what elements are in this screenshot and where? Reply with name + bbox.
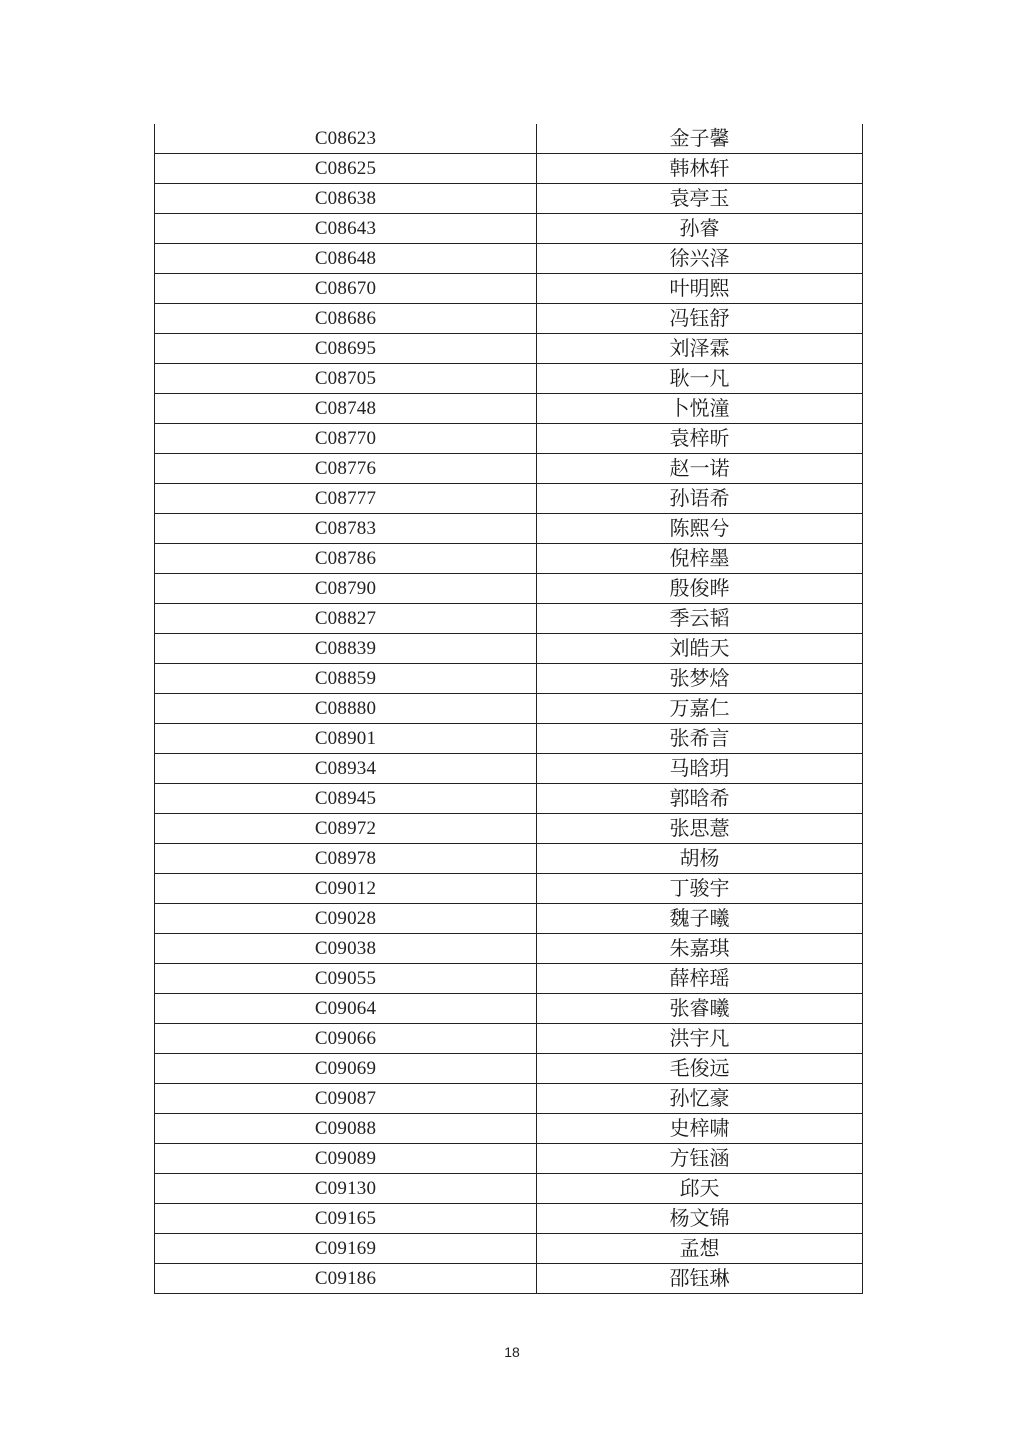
student-id-cell: C08686 xyxy=(155,304,537,334)
table-row xyxy=(155,1114,863,1144)
student-name-cell: 邵钰琳 xyxy=(537,1264,863,1294)
student-name-cell: 张睿曦 xyxy=(537,994,863,1024)
table-row xyxy=(155,964,863,994)
student-id-cell: C09012 xyxy=(155,874,537,904)
student-name-cell: 孙睿 xyxy=(537,214,863,244)
student-id-cell: C08695 xyxy=(155,334,537,364)
student-id-cell: C08623 xyxy=(155,124,537,154)
student-name-cell: 叶明熙 xyxy=(537,274,863,304)
student-name-cell: 张梦焓 xyxy=(537,664,863,694)
student-id-cell: C09165 xyxy=(155,1204,537,1234)
student-name-cell: 袁亭玉 xyxy=(537,184,863,214)
student-name-cell: 孟想 xyxy=(537,1234,863,1264)
table-row xyxy=(155,394,863,424)
student-name-cell: 陈熙兮 xyxy=(537,514,863,544)
student-id-cell: C08748 xyxy=(155,394,537,424)
student-name-cell: 刘皓天 xyxy=(537,634,863,664)
student-name-cell: 殷俊晔 xyxy=(537,574,863,604)
table-row xyxy=(155,1054,863,1084)
table-row xyxy=(155,724,863,754)
student-name-cell: 孙语希 xyxy=(537,484,863,514)
student-name-cell: 金子馨 xyxy=(537,124,863,154)
student-name-cell: 丁骏宇 xyxy=(537,874,863,904)
student-id-cell: C09130 xyxy=(155,1174,537,1204)
student-name-cell: 方钰涵 xyxy=(537,1144,863,1174)
student-id-cell: C09066 xyxy=(155,1024,537,1054)
table-row xyxy=(155,874,863,904)
student-name-cell: 张思薏 xyxy=(537,814,863,844)
student-id-cell: C08901 xyxy=(155,724,537,754)
table-row xyxy=(155,1234,863,1264)
student-id-cell: C08783 xyxy=(155,514,537,544)
table-row xyxy=(155,754,863,784)
table-row xyxy=(155,484,863,514)
student-name-cell: 洪宇凡 xyxy=(537,1024,863,1054)
table-row xyxy=(155,844,863,874)
student-name-cell: 徐兴泽 xyxy=(537,244,863,274)
table-row xyxy=(155,1174,863,1204)
student-name-cell: 毛俊远 xyxy=(537,1054,863,1084)
table-row xyxy=(155,1084,863,1114)
table-row xyxy=(155,694,863,724)
student-id-cell: C09169 xyxy=(155,1234,537,1264)
table-row xyxy=(155,1144,863,1174)
student-id-cell: C08880 xyxy=(155,694,537,724)
student-id-cell: C08945 xyxy=(155,784,537,814)
table-row xyxy=(155,664,863,694)
student-name-cell: 袁梓昕 xyxy=(537,424,863,454)
student-name-cell: 朱嘉琪 xyxy=(537,934,863,964)
student-id-cell: C08972 xyxy=(155,814,537,844)
table-row xyxy=(155,214,863,244)
table-row xyxy=(155,934,863,964)
table-row xyxy=(155,814,863,844)
table-row xyxy=(155,244,863,274)
student-name-cell: 卜悦潼 xyxy=(537,394,863,424)
student-name-cell: 史梓啸 xyxy=(537,1114,863,1144)
student-id-cell: C09088 xyxy=(155,1114,537,1144)
student-id-cell: C09064 xyxy=(155,994,537,1024)
table-row xyxy=(155,514,863,544)
table-row xyxy=(155,454,863,484)
student-id-cell: C08670 xyxy=(155,274,537,304)
student-id-cell: C08827 xyxy=(155,604,537,634)
table-row xyxy=(155,424,863,454)
table-row xyxy=(155,544,863,574)
student-name-cell: 马晗玥 xyxy=(537,754,863,784)
table-row xyxy=(155,574,863,604)
student-id-cell: C08786 xyxy=(155,544,537,574)
student-id-cell: C08638 xyxy=(155,184,537,214)
student-id-cell: C08859 xyxy=(155,664,537,694)
student-name-cell: 倪梓墨 xyxy=(537,544,863,574)
student-id-cell: C09055 xyxy=(155,964,537,994)
student-id-cell: C09089 xyxy=(155,1144,537,1174)
student-name-cell: 胡杨 xyxy=(537,844,863,874)
roster-table-body xyxy=(155,124,863,1294)
student-id-cell: C08776 xyxy=(155,454,537,484)
student-name-cell: 张希言 xyxy=(537,724,863,754)
student-id-cell: C08625 xyxy=(155,154,537,184)
table-row xyxy=(155,1204,863,1234)
table-row xyxy=(155,604,863,634)
student-name-cell: 孙忆豪 xyxy=(537,1084,863,1114)
table-row xyxy=(155,334,863,364)
table-row xyxy=(155,1024,863,1054)
table-row xyxy=(155,994,863,1024)
table-row xyxy=(155,184,863,214)
student-name-cell: 邱天 xyxy=(537,1174,863,1204)
student-id-cell: C08643 xyxy=(155,214,537,244)
page-number: 18 xyxy=(504,1344,520,1360)
table-row xyxy=(155,904,863,934)
student-id-cell: C08790 xyxy=(155,574,537,604)
table-row xyxy=(155,124,863,154)
student-name-cell: 冯钰舒 xyxy=(537,304,863,334)
student-name-cell: 季云韬 xyxy=(537,604,863,634)
student-id-cell: C08934 xyxy=(155,754,537,784)
table-row xyxy=(155,274,863,304)
roster-table xyxy=(154,124,863,1294)
student-id-cell: C08770 xyxy=(155,424,537,454)
table-row xyxy=(155,634,863,664)
student-name-cell: 万嘉仁 xyxy=(537,694,863,724)
roster-table-container xyxy=(154,124,862,1294)
student-id-cell: C08705 xyxy=(155,364,537,394)
student-id-cell: C08839 xyxy=(155,634,537,664)
table-row xyxy=(155,154,863,184)
table-row xyxy=(155,784,863,814)
student-id-cell: C09028 xyxy=(155,904,537,934)
student-id-cell: C09087 xyxy=(155,1084,537,1114)
student-id-cell: C08777 xyxy=(155,484,537,514)
student-name-cell: 魏子曦 xyxy=(537,904,863,934)
student-name-cell: 韩林轩 xyxy=(537,154,863,184)
student-id-cell: C08978 xyxy=(155,844,537,874)
table-row xyxy=(155,364,863,394)
student-id-cell: C09186 xyxy=(155,1264,537,1294)
student-name-cell: 赵一诺 xyxy=(537,454,863,484)
student-name-cell: 杨文锦 xyxy=(537,1204,863,1234)
student-name-cell: 刘泽霖 xyxy=(537,334,863,364)
table-row xyxy=(155,304,863,334)
student-name-cell: 耿一凡 xyxy=(537,364,863,394)
student-id-cell: C09069 xyxy=(155,1054,537,1084)
student-id-cell: C09038 xyxy=(155,934,537,964)
student-name-cell: 郭晗希 xyxy=(537,784,863,814)
student-id-cell: C08648 xyxy=(155,244,537,274)
table-row xyxy=(155,1264,863,1294)
student-name-cell: 薛梓瑶 xyxy=(537,964,863,994)
